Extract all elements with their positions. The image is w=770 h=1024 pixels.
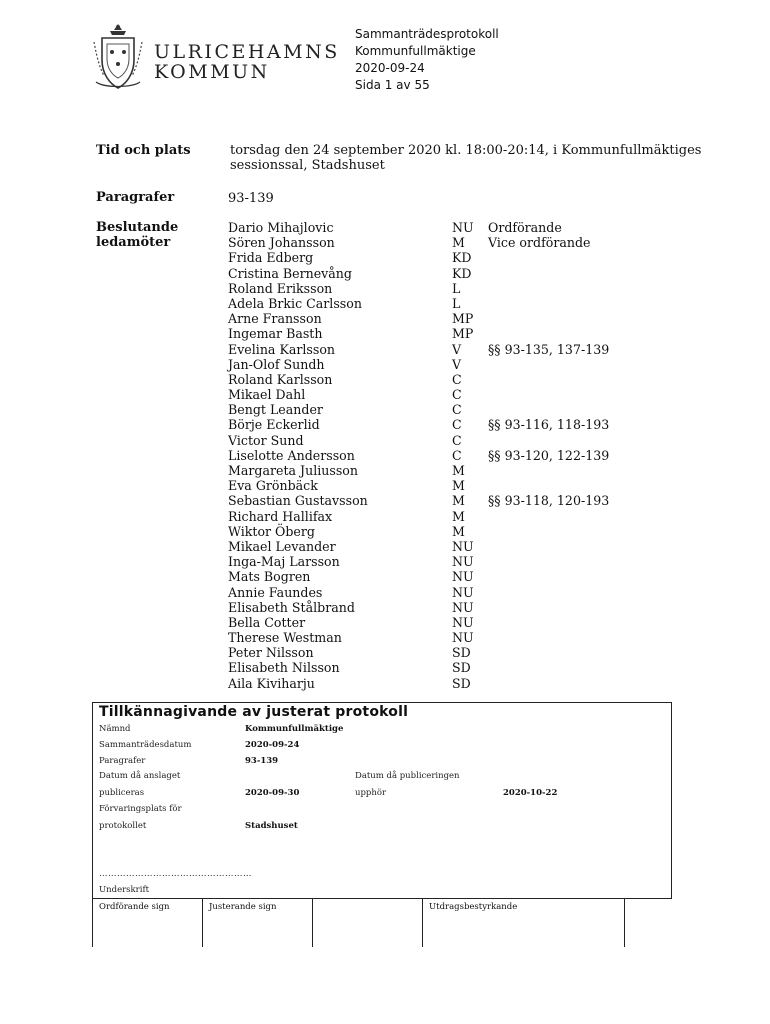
member-party: NU [452, 220, 474, 235]
member-party: NU [452, 599, 474, 615]
adjuster-sign-cell[interactable] [202, 899, 312, 947]
member-note: Vice ordförande [488, 235, 591, 251]
notice-title: Tillkännagivande av justerat protokoll [99, 704, 409, 720]
member-party: SD [452, 660, 471, 676]
member-party: C [452, 417, 462, 433]
doc-body: Kommunfullmäktige [355, 44, 476, 58]
member-row [228, 220, 678, 235]
member-party: M [452, 478, 465, 494]
member-row [228, 311, 678, 326]
signature-row [92, 899, 672, 947]
certified-cell[interactable] [422, 899, 624, 947]
municipality-logo [90, 22, 340, 94]
member-row [228, 585, 678, 600]
member-row [228, 448, 678, 463]
member-party: SD [452, 645, 471, 661]
member-name: Inga-Maj Larsson [228, 554, 340, 570]
member-party: NU [452, 614, 474, 630]
member-name: Wiktor Öberg [228, 523, 315, 539]
member-party: C [452, 402, 462, 418]
adjuster-sign-label: Justerande sign [209, 902, 277, 912]
time-place-line-2: sessionssal, Stadshuset [230, 158, 385, 173]
member-note: Ordförande [488, 220, 562, 235]
member-name: Frida Edberg [228, 250, 314, 266]
member-name: Bengt Leander [228, 402, 323, 418]
member-party: NU [452, 554, 474, 570]
member-party: M [452, 235, 465, 251]
member-name: Sebastian Gustavsson [228, 493, 368, 509]
member-name: Roland Eriksson [228, 280, 333, 296]
paragraphs-value: 93-139 [228, 191, 274, 206]
member-name: Mikael Dahl [228, 387, 306, 403]
member-party: M [452, 463, 465, 478]
member-name: Jan-Olof Sundh [228, 356, 325, 372]
logo-line-1: ULRICEHAMNS [154, 41, 340, 63]
member-row [228, 281, 678, 296]
member-row [228, 615, 678, 630]
namnd-label: Nämnd [99, 724, 131, 734]
certified-label: Utdragsbestyrkande [429, 902, 518, 912]
posted-label-2: publiceras [99, 788, 145, 798]
member-party: NU [452, 538, 474, 554]
member-name: Liselotte Andersson [228, 447, 355, 463]
member-row [228, 493, 678, 508]
member-row [228, 569, 678, 584]
member-name: Evelina Karlsson [228, 341, 336, 357]
member-party: M [452, 493, 465, 509]
member-party: C [452, 432, 462, 448]
member-party: M [452, 508, 465, 524]
member-name: Mikael Levander [228, 538, 336, 554]
meeting-date-value: 2020-09-24 [245, 740, 300, 750]
member-name: Börje Eckerlid [228, 417, 320, 433]
member-party: MP [452, 326, 474, 342]
member-row [228, 417, 678, 432]
member-name: Richard Hallifax [228, 508, 333, 524]
meeting-date-label: Sammanträdesdatum [99, 740, 192, 750]
member-party: C [452, 447, 462, 463]
member-name: Adela Brkic Carlsson [228, 295, 362, 311]
page-number: Sida 1 av 55 [355, 78, 430, 92]
member-party: SD [452, 675, 471, 691]
member-name: Peter Nilsson [228, 645, 314, 661]
signature-label: Underskrift [99, 885, 150, 895]
doc-type: Sammanträdesprotokoll [355, 27, 499, 41]
time-place-value [230, 143, 701, 173]
member-party: M [452, 523, 465, 539]
members-label-line-2: ledamöter [96, 235, 171, 250]
signature-line: …………………………………………… [99, 869, 252, 879]
member-row [228, 326, 678, 341]
member-row [228, 357, 678, 372]
member-party: V [452, 341, 462, 357]
member-name: Annie Faundes [228, 584, 323, 600]
notice-paragraphs-value: 93-139 [245, 756, 279, 766]
member-name: Victor Sund [228, 432, 304, 448]
sign-row-end [624, 899, 625, 947]
member-note: §§ 93-116, 118-193 [488, 417, 610, 433]
member-row [228, 372, 678, 387]
member-row [228, 676, 678, 691]
member-party: L [452, 280, 461, 296]
member-name: Aila Kiviharju [228, 675, 315, 691]
namnd-value: Kommunfullmäktige [245, 724, 344, 734]
member-party: MP [452, 311, 474, 327]
member-row [228, 266, 678, 281]
members-label [96, 220, 178, 250]
paragraphs-label: Paragrafer [96, 190, 175, 205]
member-name: Sören Johansson [228, 235, 335, 251]
member-party: NU [452, 630, 474, 646]
member-party: NU [452, 584, 474, 600]
municipality-name [154, 42, 340, 82]
time-place-line-1: torsdag den 24 september 2020 kl. 18:00-20:14, i Kommunfullmäktiges [230, 143, 702, 158]
member-name: Elisabeth Nilsson [228, 660, 340, 676]
member-row [228, 509, 678, 524]
ends-label-2: upphör [355, 788, 387, 798]
member-row [228, 539, 678, 554]
doc-date: 2020-09-24 [355, 61, 425, 75]
member-party: L [452, 295, 461, 311]
storage-label-1: Förvaringsplats för [99, 804, 182, 814]
member-row [228, 433, 678, 448]
member-party: V [452, 356, 462, 372]
member-name: Mats Bogren [228, 569, 311, 585]
member-row [228, 660, 678, 675]
storage-label-2: protokollet [99, 821, 147, 831]
member-row [228, 463, 678, 478]
member-note: §§ 93-120, 122-139 [488, 447, 610, 463]
posted-value: 2020-09-30 [245, 788, 300, 798]
member-row [228, 342, 678, 357]
notice-paragraphs-label: Paragrafer [99, 756, 146, 766]
members-list [228, 220, 678, 691]
member-name: Arne Fransson [228, 311, 322, 327]
member-row [228, 630, 678, 645]
member-row [228, 600, 678, 615]
member-name: Roland Karlsson [228, 371, 333, 387]
member-row [228, 402, 678, 417]
member-note: §§ 93-118, 120-193 [488, 493, 610, 509]
member-party: KD [452, 265, 472, 281]
members-label-line-1: Beslutande [96, 220, 179, 235]
member-row [228, 250, 678, 265]
extra-sign-cell[interactable] [312, 899, 422, 947]
chair-sign-label: Ordförande sign [99, 902, 170, 912]
posted-label-1: Datum då anslaget [99, 771, 181, 781]
time-place-label: Tid och plats [96, 143, 191, 158]
document-header [355, 26, 499, 94]
member-party: NU [452, 569, 474, 585]
chair-sign-cell[interactable] [92, 899, 202, 947]
municipal-crest-icon [90, 22, 146, 92]
logo-line-2: KOMMUN [154, 61, 270, 83]
member-name: Bella Cotter [228, 614, 306, 630]
storage-value: Stadshuset [245, 821, 298, 831]
member-row [228, 524, 678, 539]
member-party: C [452, 371, 462, 387]
member-row [228, 387, 678, 402]
member-row [228, 235, 678, 250]
member-party: KD [452, 250, 472, 266]
member-name: Eva Grönbäck [228, 478, 318, 494]
member-name: Elisabeth Stålbrand [228, 599, 355, 615]
member-name: Therese Westman [228, 630, 342, 646]
member-row [228, 478, 678, 493]
member-row [228, 296, 678, 311]
member-name: Cristina Bernevång [228, 265, 352, 281]
member-name: Ingemar Basth [228, 326, 323, 342]
ends-value: 2020-10-22 [503, 788, 558, 798]
member-name: Margareta Juliusson [228, 463, 358, 478]
member-note: §§ 93-135, 137-139 [488, 341, 610, 357]
member-row [228, 645, 678, 660]
ends-label-1: Datum då publiceringen [355, 771, 460, 781]
member-party: C [452, 387, 462, 403]
member-name: Dario Mihajlovic [228, 220, 334, 235]
member-row [228, 554, 678, 569]
notice-box [92, 702, 672, 899]
